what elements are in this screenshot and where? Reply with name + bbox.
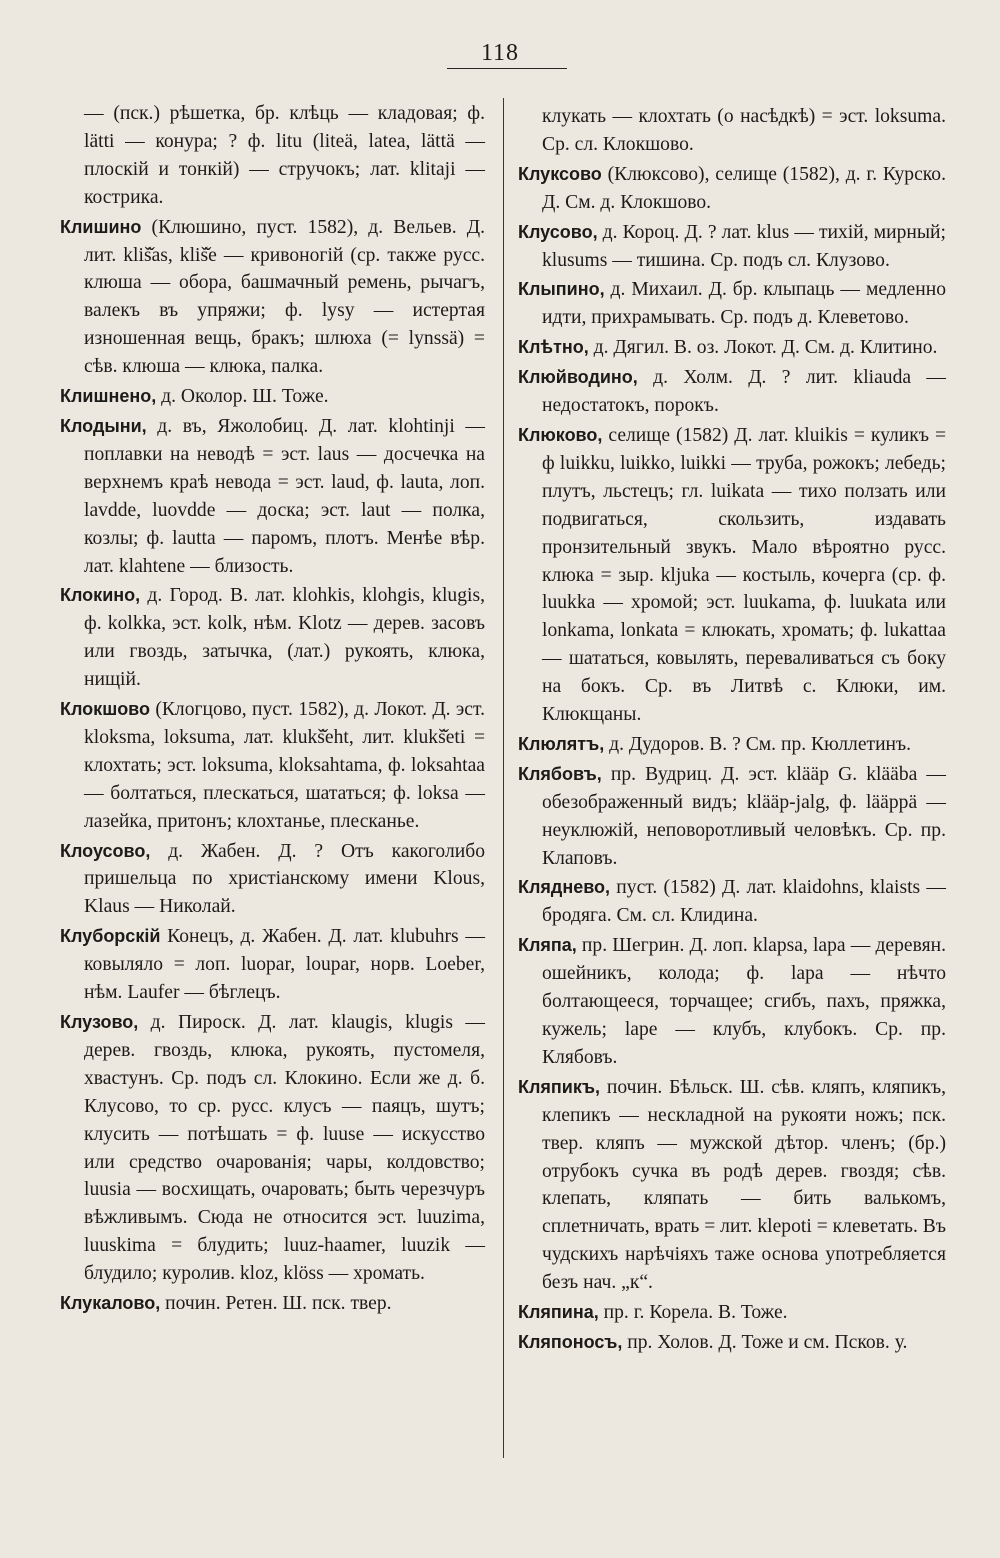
dictionary-entry xyxy=(518,1074,946,1297)
entry-headword: Клодыни, xyxy=(60,415,147,436)
entry-text: почин. Бѣльск. Ш. сѣв. кляпъ, кляпикъ, клепикъ — нескладной на рукояти ножъ; пск. твер. кляпъ — мужской дѣтор. членъ; (бр.) отрубокъ сучка въ родѣ дерев. гвоздя; сѣв. клепать, кляпать — бить валькомъ, сплетничать, врать = лит. klepoti = клеветать. Въ чудскихъ нарѣчіяхъ таже основа употребляется безъ нач. „к“. xyxy=(542,1076,946,1294)
entry-text: д. Жабен. Д. ? Отъ какоголибо пришельца по христіанскому имени Klous, Klaus — Николай. xyxy=(84,840,485,918)
dictionary-entry xyxy=(60,214,485,381)
entry-text: пуст. (1582) Д. лат. klaidohns, klaists — бродяга. См. сл. Клидина. xyxy=(542,877,946,927)
entry-text: д. Околор. Ш. Тоже. xyxy=(156,386,329,408)
dictionary-entry xyxy=(60,413,485,580)
entry-text: д. Город. В. лат. klohkis, klohgis, klugis, ф. kolkka, эст. kolk, нѣм. Klotz — дерев. засовъ или гвоздь, затычка, (лат.) рукоять, клюка, нищій. xyxy=(84,585,485,691)
dictionary-entry xyxy=(518,1329,946,1357)
entry-headword: Клишино xyxy=(60,216,142,237)
dictionary-entry xyxy=(518,1299,946,1327)
entry-headword: Клукалово, xyxy=(60,1293,161,1314)
entry-text: пр. Вудриц. Д. эст. klääp G. klääba — обезображенный видъ; klääp-jalg, ф. lääppä — неуклюжій, неповоротливый человѣкъ. Ср. пр. Клаповъ. xyxy=(542,763,946,869)
entry-text: пр. Шегрин. Д. лоп. klapsa, lapa — деревян. ошейникъ, колода; ф. lapa — нѣчто болтающееся, торчащее; сгибъ, пахъ, пряжка, кужель; lape — клубъ, клубокъ. Ср. пр. Клябовъ. xyxy=(542,935,946,1068)
entry-text: д. Короц. Д. ? лат. klus — тихій, мирный; klusums — тишина. Ср. подъ сл. Клузово. xyxy=(542,221,946,271)
entry-headword: Клуксово xyxy=(518,163,602,184)
entry-headword: Клузово, xyxy=(60,1012,139,1032)
dictionary-entry xyxy=(60,1009,485,1288)
page-number: 118 xyxy=(480,40,520,66)
entry-text: Конецъ, д. Жабен. Д. лат. klubuhrs — ковыляло = лоп. luopar, loupar, норв. Loeber, нѣм. Laufer — бѣглецъ. xyxy=(84,926,485,1004)
dictionary-entry xyxy=(518,334,946,362)
dictionary-entry xyxy=(518,219,946,275)
dictionary-entry xyxy=(518,161,946,217)
dictionary-entry xyxy=(518,874,946,930)
dictionary-entry xyxy=(518,731,946,759)
entry-text: (Клюксово), селище (1582), д. г. Курско. Д. См. д. Клокшово. xyxy=(542,163,946,213)
entry-headword: Кляпина, xyxy=(518,1302,599,1323)
dictionary-entry xyxy=(60,838,485,922)
entry-headword: Клюйводино, xyxy=(518,367,638,388)
dictionary-entry xyxy=(60,383,485,411)
entry-headword: Кляпоносъ, xyxy=(518,1331,623,1352)
dictionary-entry xyxy=(518,103,946,159)
dictionary-entry xyxy=(60,582,485,694)
entry-headword: Клѣтно, xyxy=(518,337,589,358)
dictionary-entry xyxy=(60,696,485,836)
entry-text: пр. г. Корела. В. Тоже. xyxy=(598,1302,788,1324)
dictionary-entry xyxy=(60,1290,485,1318)
entry-text: д. Пироск. Д. лат. klaugis, klugis — дерев. гвоздь, клюка, рукоять, пустомеля, хвастунъ. Ср. подъ сл. Клокино. Если же д. б. Клусово, то ср. русс. клусъ — паяцъ, шутъ; клусить — потѣшать = ф. luuse — искусство или средство очарованія; чары, колдовство; luusia — восхищать, очаровать; быть черезчуръ вѣжливымъ. Сюда не относится эст. luuzima, luuskima = блудить; luuz-haamer, luuzik — блудило; куролив. kloz, klöss — хромать. xyxy=(84,1012,485,1285)
entry-headword: Клоусово, xyxy=(60,840,151,861)
entry-headword: Кляпикъ, xyxy=(518,1076,600,1097)
column-divider xyxy=(503,98,504,1458)
entry-headword: Клюлятъ, xyxy=(518,733,605,754)
dictionary-entry xyxy=(518,364,946,420)
dictionary-entry xyxy=(518,932,946,1072)
entry-text: д. Михаил. Д. бр. клыпаць — медленно идти, прихрамывать. Ср. подъ д. Клеветово. xyxy=(542,279,946,329)
entry-headword: Клишнено, xyxy=(60,386,157,407)
right-column xyxy=(518,103,946,1359)
entry-text: (Клогцово, пуст. 1582), д. Локот. Д. эст. kloksma, loksuma, лат. klukš̌eht, лит. klukš̌eti = клохтать; эст. loksuma, kloksahtama, ф. loksahtaa — болтаться, плескаться, шататься; ф. loksa — лазейка, притонъ; клохтанье, плесканье. xyxy=(84,699,485,832)
entry-headword: Клокшово xyxy=(60,699,151,720)
dictionary-entry xyxy=(518,422,946,729)
entry-text: (Клюшино, пуст. 1582), д. Вельев. Д. лит. kliš̌as, kliš̌e — кривоногій (ср. также русс. клюша — обора, башмачный ремень, рычагъ, валекъ въ упряжи; ф. lysy — истертая изношенная вещь, бракъ; шлюха (= lynssä) = сѣв. клюша — клюка, палка. xyxy=(84,216,485,378)
entry-text: д. Дудоров. В. ? См. пр. Кюллетинъ. xyxy=(604,733,912,755)
entry-text: д. въ, Яжолобиц. Д. лат. klohtinji — поплавки на неводѣ = эст. laus — досчечка на верхнемъ краѣ невода = эст. laud, ф. lauta, лоп. lavdde, luovdde — доска; эст. laut — полка, козлы; ф. lautta — паромъ, плотъ. Менѣе вѣр. лат. klahtene — близость. xyxy=(84,415,485,577)
entry-headword: Клябовъ, xyxy=(518,763,602,784)
dictionary-entry xyxy=(518,276,946,332)
entry-headword: Кляднево, xyxy=(518,877,611,898)
entry-text: почин. Ретен. Ш. пск. твер. xyxy=(160,1293,392,1315)
entry-headword: Кляпа, xyxy=(518,935,577,956)
entry-text: пр. Холов. Д. Тоже и см. Псков. у. xyxy=(622,1331,908,1353)
entry-headword: Клыпино, xyxy=(518,279,605,300)
entry-headword: Клокино, xyxy=(60,585,141,606)
entry-text: д. Дягил. В. оз. Локот. Д. См. д. Клитино. xyxy=(588,337,938,359)
header-rule xyxy=(447,68,567,69)
entry-headword: Клусово, xyxy=(518,221,598,242)
entry-headword: Клуборскій xyxy=(60,926,161,947)
dictionary-entry xyxy=(60,100,485,212)
entry-text: — (пск.) рѣшетка, бр. клѣць — кладовая; ф. lätti — конура; ? ф. litu (liteä, latea, lättä — плоскій и тонкій) — стручокъ; лат. klitaji — кострика. xyxy=(84,103,485,208)
entry-text: д. Холм. Д. ? лит. kliauda — недостатокъ, порокъ. xyxy=(542,367,946,417)
dictionary-entry xyxy=(518,761,946,873)
left-column xyxy=(60,100,485,1320)
entry-headword: Клюково, xyxy=(518,424,603,445)
entry-text: клукать — клохтать (о насѣдкѣ) = эст. loksuma. Ср. сл. Клокшово. xyxy=(542,106,946,155)
dictionary-entry xyxy=(60,923,485,1007)
entry-text: селище (1582) Д. лат. kluikis = куликъ = ф luikku, luikko, luikki — труба, рожокъ; лебедь; плутъ, льстецъ; гл. luikata — тихо ползать или подвигаться, скользить, издавать пронзительный звукъ. Мало вѣроятно русс. клюка = зыр. kljuka — костыль, кочерга (ср. ф. luukka — хромой; эст. luukama, ф. luukata или lonkama, lonkata = клюкать, хромать; ф. lukattaa — шататься, ковылять, переваливаться съ боку на бокъ. Ср. въ Литвѣ с. Клюки, им. Клюкщаны. xyxy=(542,424,946,726)
